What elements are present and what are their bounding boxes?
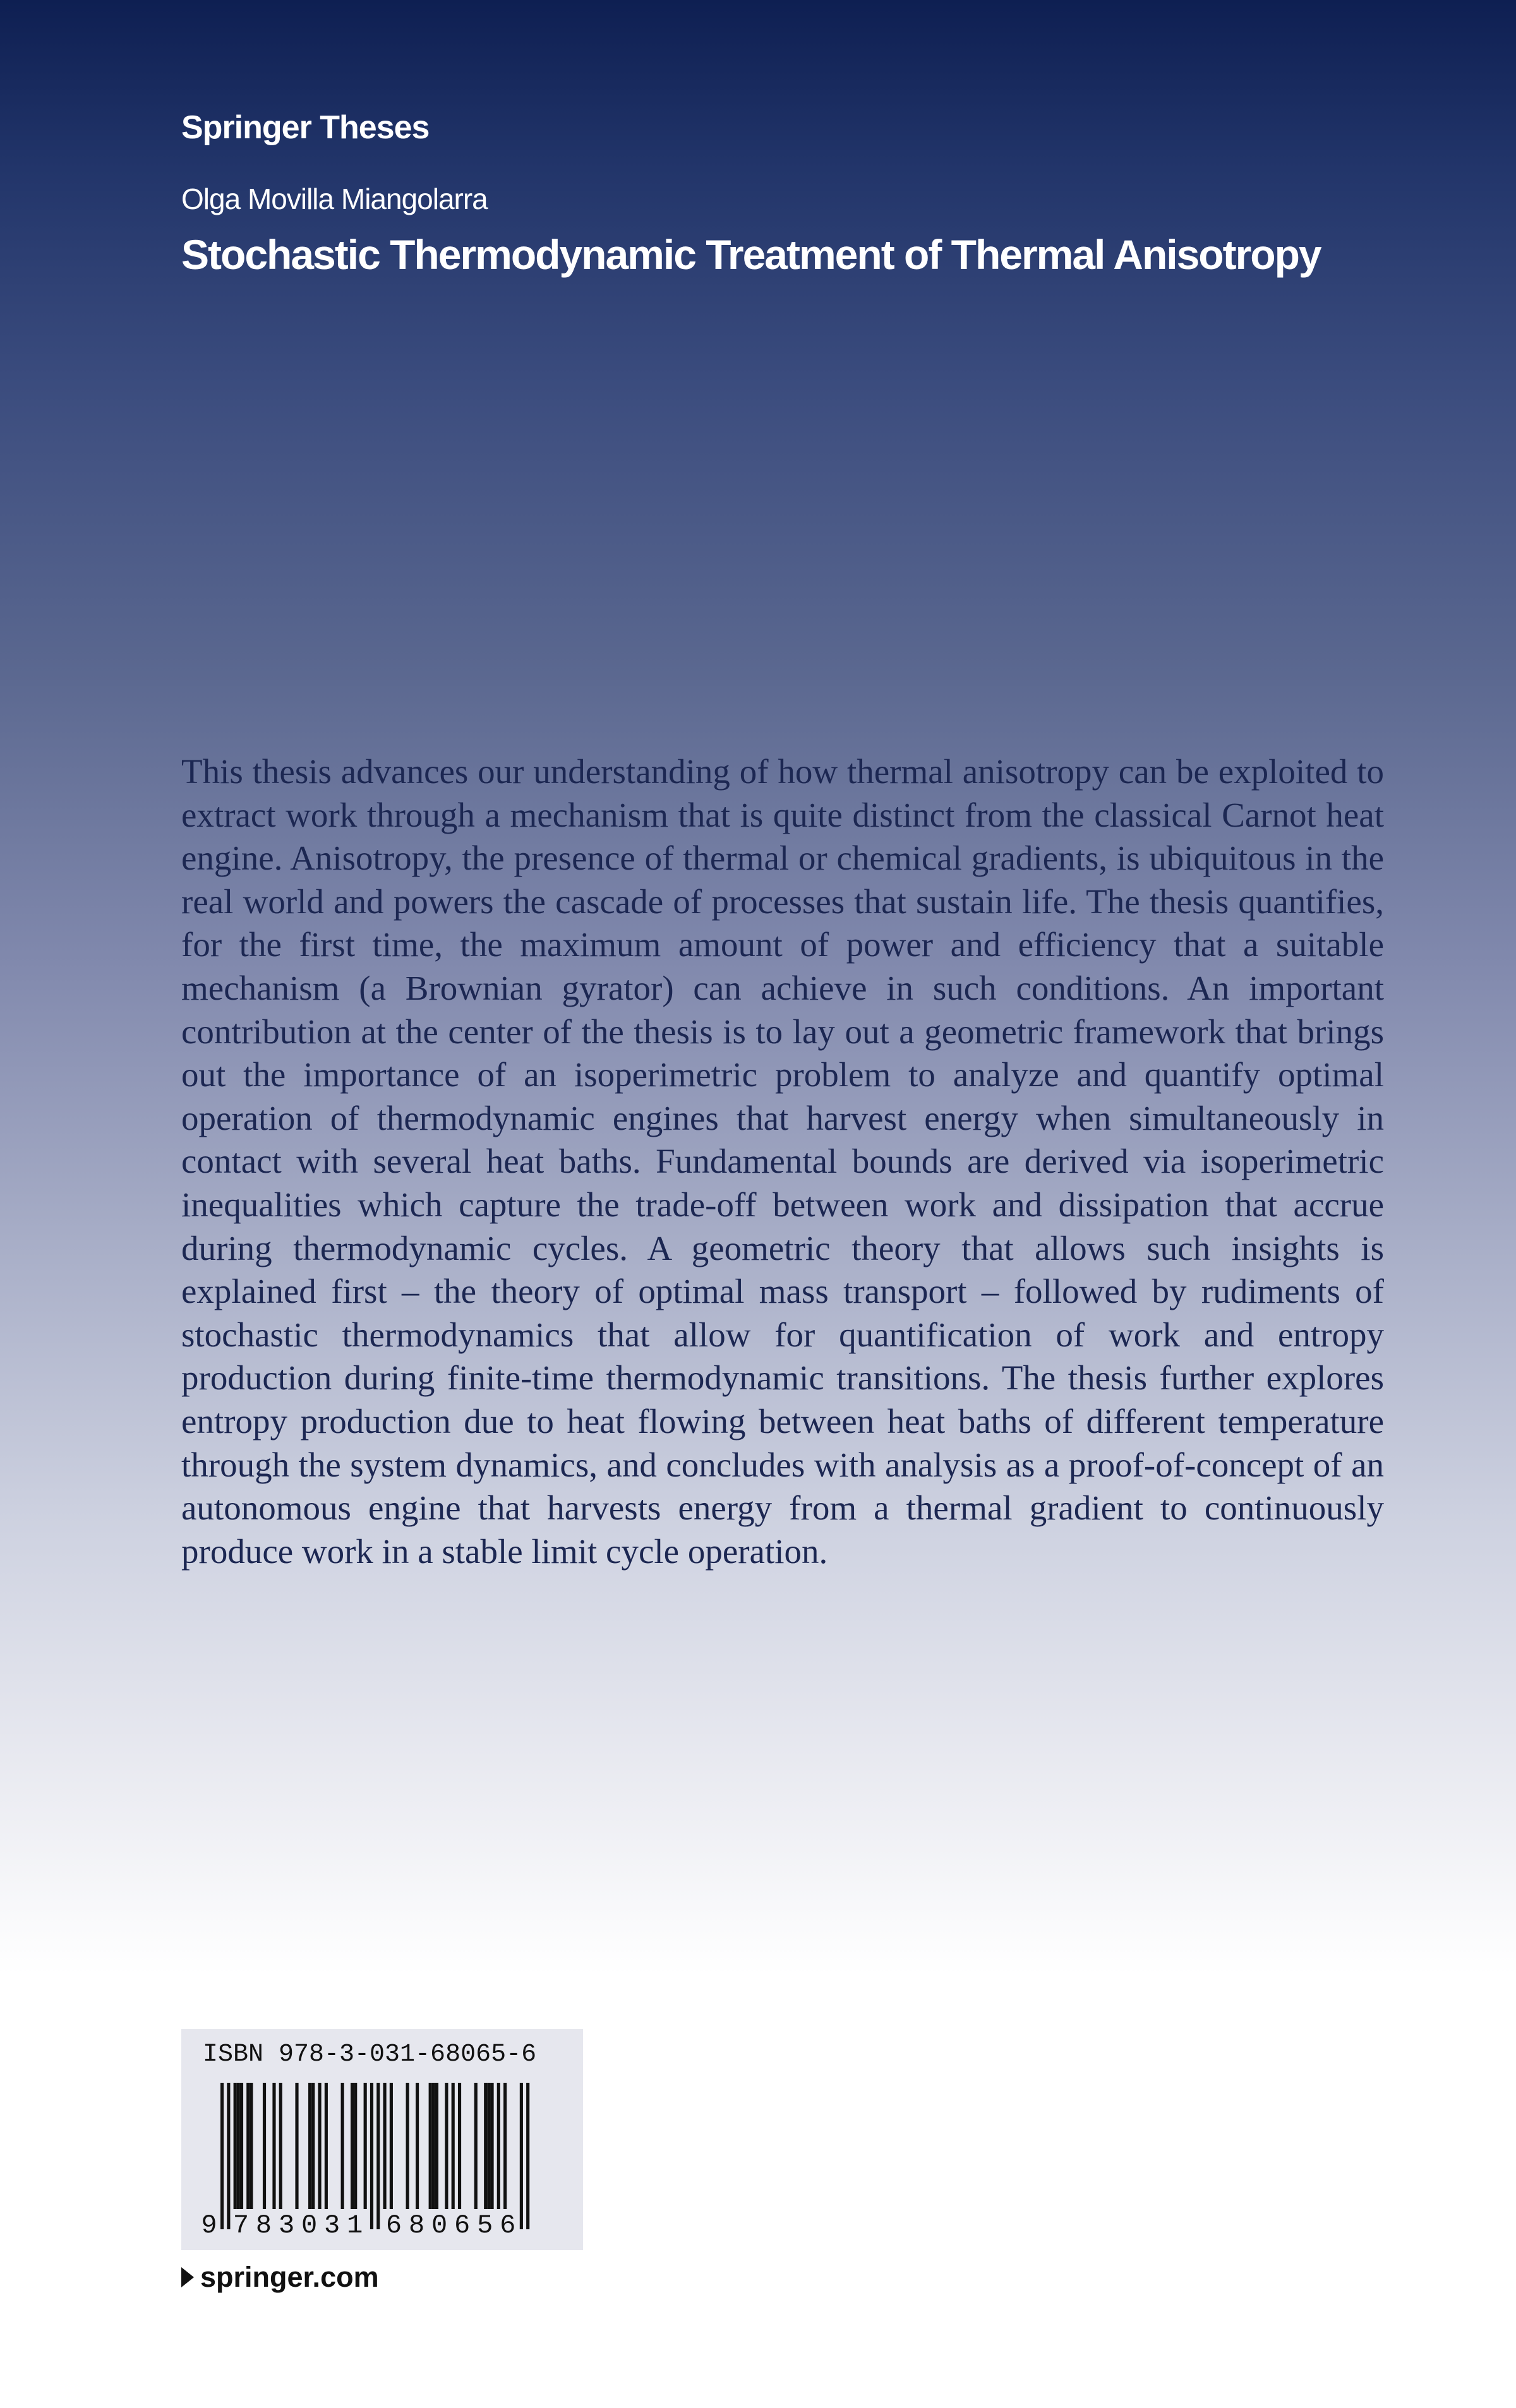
barcode-bar <box>364 2083 367 2209</box>
barcode-bar <box>246 2083 250 2209</box>
series-name: Springer Theses <box>181 109 430 146</box>
barcode-bar <box>406 2083 409 2209</box>
barcode-bar <box>318 2083 322 2209</box>
barcode-bar <box>376 2083 380 2229</box>
barcode-bar <box>445 2083 448 2209</box>
barcode-bar <box>458 2083 461 2209</box>
barcode-bar <box>279 2083 282 2209</box>
barcode-digit: 1 <box>347 2210 363 2241</box>
barcode-bar <box>325 2083 328 2209</box>
barcode-bar <box>234 2083 237 2209</box>
website-link[interactable] <box>181 2261 379 2294</box>
barcode-bar <box>490 2083 493 2209</box>
barcode-digit: 3 <box>278 2210 295 2241</box>
barcode-bar <box>429 2083 432 2209</box>
barcode-bar <box>263 2083 266 2209</box>
barcode-bar <box>520 2083 523 2229</box>
barcode-bar <box>370 2083 373 2229</box>
barcode-bar <box>390 2083 393 2209</box>
author-name: Olga Movilla Miangolarra <box>181 183 488 215</box>
barcode-bar <box>311 2083 315 2209</box>
barcode-bar <box>295 2083 298 2209</box>
barcode-bar <box>272 2083 275 2209</box>
barcode-bar <box>227 2083 230 2229</box>
barcode-digit: 5 <box>477 2210 493 2241</box>
barcode-bar <box>484 2083 487 2209</box>
barcode-bar <box>383 2083 387 2209</box>
barcode-bar <box>487 2083 490 2209</box>
barcode-bar <box>416 2083 419 2209</box>
isbn-barcode <box>181 2029 583 2250</box>
barcode-bar <box>354 2083 357 2209</box>
arrow-right-triangle-icon <box>181 2267 194 2287</box>
barcode-digit: 6 <box>385 2210 402 2241</box>
barcode-bar <box>237 2083 240 2209</box>
barcode-digit: 6 <box>454 2210 471 2241</box>
barcode-digit: 3 <box>324 2210 340 2241</box>
barcode-bar <box>250 2083 253 2209</box>
barcode-digit: 6 <box>500 2210 516 2241</box>
barcode-bar <box>474 2083 478 2209</box>
barcode-bar <box>435 2083 438 2209</box>
book-title: Stochastic Thermodynamic Treatment of Thermal Anisotropy <box>181 231 1321 278</box>
barcode-bar <box>452 2083 455 2209</box>
barcode-bar <box>240 2083 243 2209</box>
barcode-digit: 8 <box>255 2210 272 2241</box>
barcode-bar <box>351 2083 354 2209</box>
barcode-digit: 7 <box>232 2210 250 2241</box>
barcode-bar <box>308 2083 311 2209</box>
barcode-digit: 8 <box>408 2210 425 2241</box>
barcode-bar <box>503 2083 507 2209</box>
abstract-text: This thesis advances our understanding of how thermal anisotropy can be exploited to extract work through a mechanism that is quite distinct from the classical Carnot heat engine. Anisotropy, the presence of thermal or chemical gradients, is ubiquitous in the real world and powers the cascade of processes that sustain life. The thesis quantifies, for the first time, the maximum amount of power and efficiency that a suitable mechanism (a Brownian gyrator) can achieve in such conditions. An important contribution at the center of the thesis is to lay out a geometric framework that brings out the importance of an isoperimetric problem to analyze and quantify optimal operation of thermodynamic engines that harvest energy when simultaneously in contact with several heat baths. Fundamental bounds are derived via isoperimetric inequalities which capture the trade-off between work and dissipation that accrue during thermodynamic cycles. A geometric theory that allows such insights is explained first – the theory of optimal mass transport – followed by rudiments of stochastic thermodynamics that allow for quantification of work and entropy production during finite-time thermodynamic transitions. The thesis further explores entropy production due to heat flowing between heat baths of different temperature through the system dynamics, and concludes with analysis as a proof-of-concept of an autonomous engine that harvests energy from a thermal gradient to continuously produce work in a stable limit cycle operation. <box>181 752 1384 1571</box>
barcode-digit: 9 <box>201 2210 217 2241</box>
barcode-bar <box>341 2083 344 2209</box>
barcode-bar <box>497 2083 500 2209</box>
website-label: springer.com <box>200 2261 379 2293</box>
barcode-digit: 0 <box>431 2210 448 2241</box>
isbn-number: ISBN 978-3-031-68065-6 <box>203 2040 537 2069</box>
barcode-bar <box>220 2083 224 2229</box>
barcode-bar <box>526 2083 529 2229</box>
barcode-digit: 0 <box>301 2210 318 2241</box>
barcode-bar <box>432 2083 435 2209</box>
